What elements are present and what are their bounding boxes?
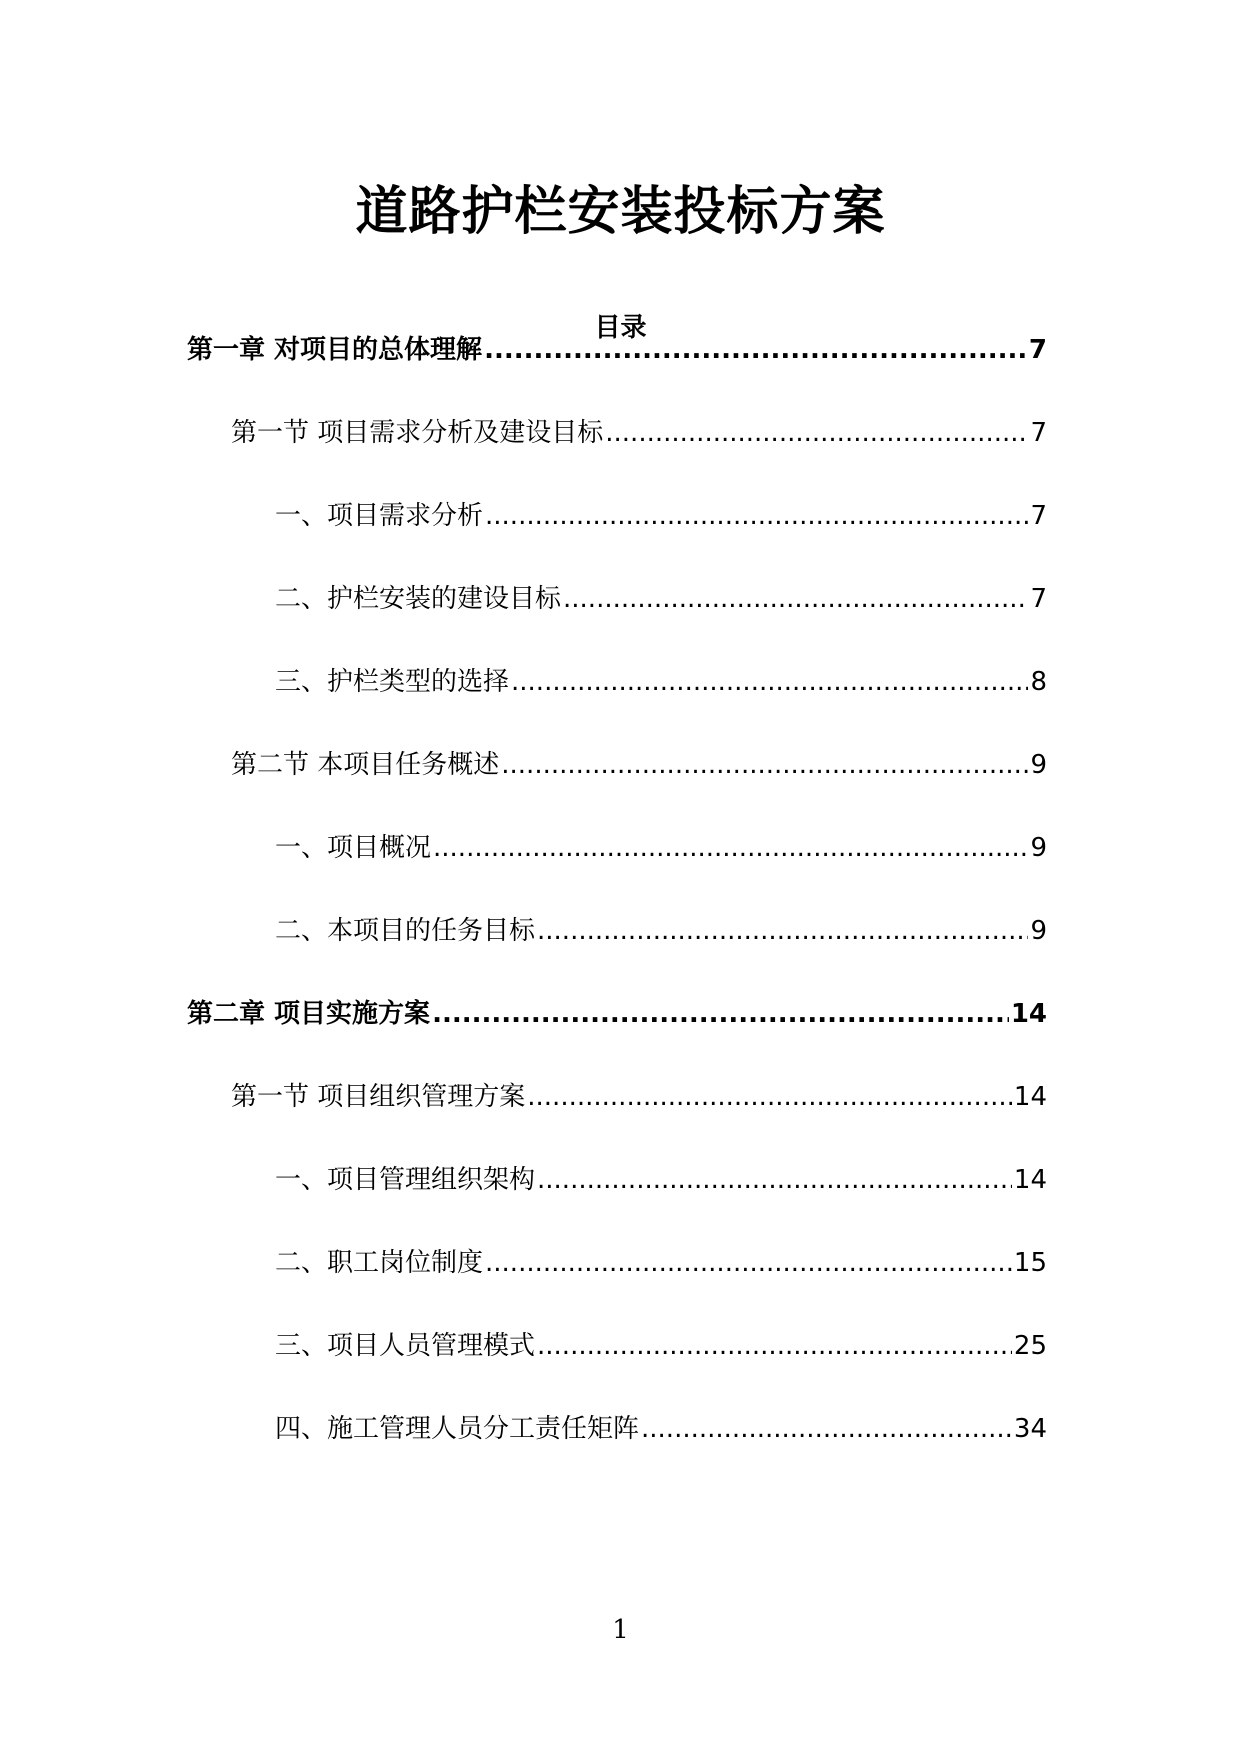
toc-leader-dots	[605, 413, 1028, 453]
toc-leader-dots	[563, 579, 1028, 619]
toc-entry-page: 14	[1013, 1165, 1047, 1195]
toc-entry-label: 第一节 项目需求分析及建设目标	[231, 418, 604, 448]
toc-entry-label: 一、项目需求分析	[275, 501, 484, 531]
toc-leader-dots	[432, 994, 1009, 1034]
toc-leader-dots	[641, 1409, 1012, 1449]
toc-entry-label: 一、项目管理组织架构	[275, 1165, 536, 1195]
toc-entry-item-1-2-1[interactable]	[275, 828, 1047, 868]
toc-entry-page: 7	[1030, 584, 1047, 614]
toc-entry-page: 14	[1010, 999, 1047, 1029]
toc-leader-dots	[501, 745, 1028, 785]
toc-leader-dots	[537, 911, 1028, 951]
toc-leader-dots	[511, 662, 1028, 702]
toc-entry-item-2-1-3[interactable]	[275, 1326, 1047, 1366]
toc-entry-label: 第二章 项目实施方案	[187, 999, 431, 1029]
toc-entry-page: 15	[1013, 1248, 1047, 1278]
toc-entry-item-1-1-1[interactable]	[275, 496, 1047, 536]
toc-entry-page: 9	[1030, 916, 1047, 946]
toc-leader-dots	[433, 828, 1028, 868]
document-title: 道路护栏安装投标方案	[355, 182, 886, 242]
toc-entry-item-2-1-2[interactable]	[275, 1243, 1047, 1283]
toc-entry-label: 第一章 对项目的总体理解	[187, 335, 483, 365]
toc-leader-dots	[485, 496, 1028, 536]
toc-entry-page: 7	[1030, 501, 1047, 531]
toc-leader-dots	[484, 330, 1027, 370]
toc-entry-section-1-1[interactable]	[231, 413, 1047, 453]
toc-entry-page: 7	[1028, 335, 1047, 365]
toc-entry-page: 7	[1030, 418, 1047, 448]
toc-entry-label: 三、项目人员管理模式	[275, 1331, 536, 1361]
toc-heading: 目录	[594, 313, 647, 343]
toc-leader-dots	[537, 1160, 1012, 1200]
toc-entry-label: 一、项目概况	[275, 833, 432, 863]
toc-entry-page: 14	[1013, 1082, 1047, 1112]
toc-entry-item-1-2-2[interactable]	[275, 911, 1047, 951]
toc-entry-label: 二、本项目的任务目标	[275, 916, 536, 946]
toc-entry-label: 第一节 项目组织管理方案	[231, 1082, 526, 1112]
toc-entry-chapter-2[interactable]	[187, 994, 1047, 1034]
toc-entry-item-2-1-4[interactable]	[275, 1409, 1047, 1449]
toc-entry-item-1-1-2[interactable]	[275, 579, 1047, 619]
toc-leader-dots	[537, 1326, 1012, 1366]
toc-entry-page: 9	[1030, 750, 1047, 780]
toc-entry-item-2-1-1[interactable]	[275, 1160, 1047, 1200]
toc-leader-dots	[485, 1243, 1012, 1283]
toc-entry-label: 第二节 本项目任务概述	[231, 750, 500, 780]
toc-entry-label: 二、护栏安装的建设目标	[275, 584, 562, 614]
toc-leader-dots	[527, 1077, 1012, 1117]
toc-entry-page: 25	[1013, 1331, 1047, 1361]
toc-entry-page: 34	[1013, 1414, 1047, 1444]
toc-entry-section-1-2[interactable]	[231, 745, 1047, 785]
toc-entry-label: 二、职工岗位制度	[275, 1248, 484, 1278]
page-number: 1	[612, 1615, 629, 1645]
toc-entry-chapter-1[interactable]	[187, 330, 1047, 370]
toc-entry-item-1-1-3[interactable]	[275, 662, 1047, 702]
toc-entry-page: 8	[1030, 667, 1047, 697]
toc-entry-page: 9	[1030, 833, 1047, 863]
toc-entry-section-2-1[interactable]	[231, 1077, 1047, 1117]
toc-entry-label: 三、护栏类型的选择	[275, 667, 510, 697]
toc-entry-label: 四、施工管理人员分工责任矩阵	[275, 1414, 640, 1444]
